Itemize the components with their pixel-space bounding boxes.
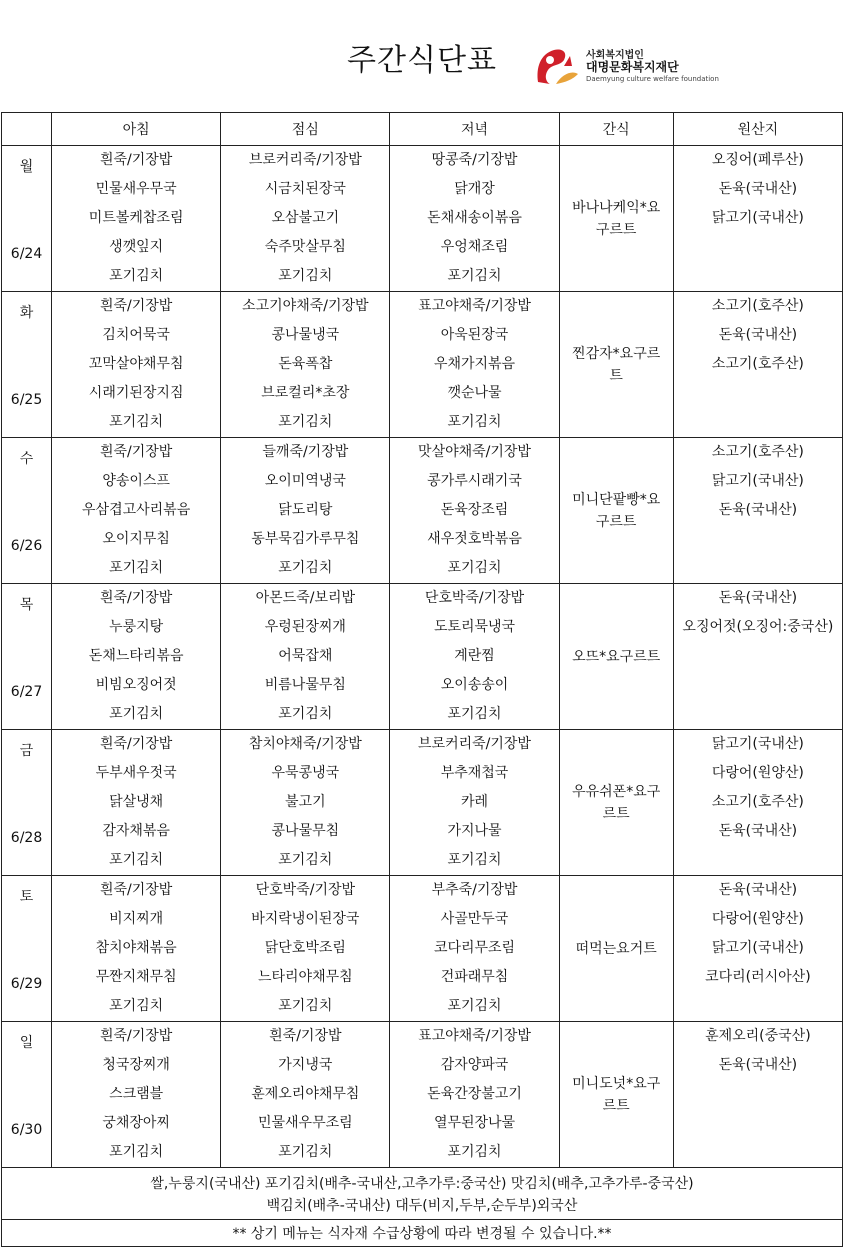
day-label xyxy=(2,146,51,291)
lunch-item: 동부묵김가루무침 xyxy=(251,531,360,547)
breakfast-item: 흰죽/기장밥 xyxy=(99,736,173,752)
lunch-item: 소고기야채죽/기장밥 xyxy=(242,298,369,314)
breakfast-item: 무짠지채무침 xyxy=(95,969,177,985)
breakfast-item: 참치야채볶음 xyxy=(95,940,177,956)
lunch-item: 아몬드죽/보리밥 xyxy=(255,590,356,606)
breakfast-item: 두부새우젓국 xyxy=(95,765,177,781)
origin-item: 돈육(국내산) xyxy=(718,590,798,606)
day-name: 토 xyxy=(19,889,34,905)
snack-item: 미니도넛*요구르트 xyxy=(572,1075,661,1114)
origin-item: 다랑어(원양산) xyxy=(711,765,804,781)
breakfast-item: 김치어묵국 xyxy=(102,327,170,343)
day-row xyxy=(2,146,843,292)
breakfast-item: 꼬막살야채무침 xyxy=(88,356,184,372)
breakfast-cell xyxy=(52,146,221,292)
footer-origin-note xyxy=(2,1168,843,1220)
day-name: 금 xyxy=(19,743,34,759)
column-header-origin: 원산지 xyxy=(673,113,842,146)
breakfast-item: 감자채볶음 xyxy=(102,823,170,839)
breakfast-cell xyxy=(52,438,221,584)
origin-item: 돈육(국내산) xyxy=(718,181,798,197)
lunch-item: 우묵콩냉국 xyxy=(271,765,340,781)
day-label xyxy=(2,292,51,437)
footer-origin-line-2: 백김치(배추-국내산) 대두(비지,두부,순두부)외국산 xyxy=(266,1197,578,1214)
dinner-item: 우채가지볶음 xyxy=(433,356,516,372)
lunch-cell xyxy=(221,876,390,1022)
dinner-item: 포기김치 xyxy=(447,414,502,430)
lunch-item: 브로커리죽/기장밥 xyxy=(248,152,362,168)
day-date: 6/24 xyxy=(10,246,43,262)
breakfast-cell xyxy=(52,730,221,876)
origin-cell xyxy=(673,876,842,1022)
day-row xyxy=(2,1022,843,1168)
header-row xyxy=(2,113,843,146)
menu-body xyxy=(2,146,843,1168)
dinner-item: 가지나물 xyxy=(447,823,502,839)
dinner-item: 오이송송이 xyxy=(440,677,509,693)
breakfast-item: 포기김치 xyxy=(109,268,164,284)
foundation-logo-icon xyxy=(534,44,582,88)
lunch-item: 어묵잡채 xyxy=(278,648,333,664)
dinner-item: 아욱된장국 xyxy=(440,327,509,343)
lunch-item: 포기김치 xyxy=(278,998,333,1014)
breakfast-item: 흰죽/기장밥 xyxy=(99,444,173,460)
lunch-item: 단호박죽/기장밥 xyxy=(255,882,356,898)
origin-item: 소고기(호주산) xyxy=(711,794,804,810)
day-row xyxy=(2,292,843,438)
day-label xyxy=(2,1022,51,1167)
day-label xyxy=(2,584,51,729)
lunch-item: 흰죽/기장밥 xyxy=(269,1028,342,1044)
dinner-item: 돈채새송이볶음 xyxy=(427,210,522,226)
day-label xyxy=(2,876,51,1021)
dinner-cell xyxy=(390,584,559,730)
lunch-item: 가지냉국 xyxy=(278,1057,333,1073)
day-date: 6/28 xyxy=(10,830,43,846)
snack-cell xyxy=(559,146,673,292)
breakfast-item: 포기김치 xyxy=(109,1144,164,1160)
dinner-item: 부추죽/기장밥 xyxy=(431,882,518,898)
lunch-item: 브로컬리*초장 xyxy=(261,385,350,401)
lunch-cell xyxy=(221,1022,390,1168)
dinner-item: 콩가루시래기국 xyxy=(427,473,522,489)
dinner-cell xyxy=(390,730,559,876)
breakfast-item: 생깻잎지 xyxy=(109,239,164,255)
footer-notice: ** 상기 메뉴는 식자재 수급상황에 따라 변경될 수 있습니다.** xyxy=(2,1220,843,1247)
origin-item: 오징어젓(오징어:중국산) xyxy=(682,619,834,635)
lunch-item: 오이미역냉국 xyxy=(264,473,346,489)
lunch-item: 콩나물냉국 xyxy=(271,327,340,343)
lunch-item: 오삼불고기 xyxy=(271,210,340,226)
origin-item: 닭고기(국내산) xyxy=(711,736,804,752)
foundation-logo xyxy=(534,44,719,88)
day-name: 화 xyxy=(19,305,34,321)
origin-item: 소고기(호주산) xyxy=(711,298,804,314)
day-cell xyxy=(2,292,52,438)
origin-cell xyxy=(673,1022,842,1168)
breakfast-item: 청국장찌개 xyxy=(102,1057,170,1073)
dinner-cell xyxy=(390,876,559,1022)
breakfast-item: 궁채장아찌 xyxy=(102,1115,170,1131)
breakfast-cell xyxy=(52,1022,221,1168)
snack-cell xyxy=(559,876,673,1022)
dinner-item: 브로커리죽/기장밥 xyxy=(418,736,531,752)
lunch-item: 콩나물무침 xyxy=(271,823,340,839)
lunch-item: 닭도리탕 xyxy=(278,502,333,518)
breakfast-cell xyxy=(52,292,221,438)
origin-item: 돈육(국내산) xyxy=(718,823,798,839)
breakfast-item: 흰죽/기장밥 xyxy=(99,1028,173,1044)
day-cell xyxy=(2,730,52,876)
lunch-cell xyxy=(221,584,390,730)
snack-cell xyxy=(559,1022,673,1168)
column-header-dinner: 저녁 xyxy=(390,113,559,146)
dinner-item: 돈육장조림 xyxy=(440,502,509,518)
logo-org-name: 대명문화복지재단 xyxy=(586,60,679,74)
origin-item: 다랑어(원양산) xyxy=(711,911,804,927)
lunch-item: 느타리야채무침 xyxy=(257,969,353,985)
column-header-day xyxy=(2,113,52,146)
dinner-item: 포기김치 xyxy=(447,852,502,868)
breakfast-item: 흰죽/기장밥 xyxy=(99,882,173,898)
dinner-item: 포기김치 xyxy=(447,706,502,722)
day-name: 월 xyxy=(19,159,34,175)
dinner-item: 포기김치 xyxy=(447,268,502,284)
lunch-item: 바지락냉이된장국 xyxy=(251,911,360,927)
breakfast-item: 흰죽/기장밥 xyxy=(99,152,173,168)
day-date: 6/26 xyxy=(10,538,43,554)
day-date: 6/25 xyxy=(10,392,43,408)
dinner-item: 땅콩죽/기장밥 xyxy=(431,152,518,168)
dinner-item: 열무된장나물 xyxy=(433,1115,516,1131)
dinner-item: 깻순나물 xyxy=(447,385,502,401)
dinner-cell xyxy=(390,1022,559,1168)
origin-cell xyxy=(673,730,842,876)
column-header-lunch: 점심 xyxy=(221,113,390,146)
breakfast-item: 닭살냉채 xyxy=(109,794,164,810)
breakfast-item: 포기김치 xyxy=(109,998,164,1014)
footer-notice-row xyxy=(2,1220,843,1247)
lunch-item: 숙주맛살무침 xyxy=(264,239,346,255)
dinner-cell xyxy=(390,292,559,438)
day-cell xyxy=(2,1022,52,1168)
column-header-breakfast: 아침 xyxy=(52,113,221,146)
breakfast-item: 스크램블 xyxy=(109,1086,164,1102)
breakfast-item: 포기김치 xyxy=(109,560,164,576)
snack-cell xyxy=(559,730,673,876)
lunch-item: 포기김치 xyxy=(278,414,333,430)
dinner-item: 표고야채죽/기장밥 xyxy=(418,1028,531,1044)
dinner-item: 건파래무침 xyxy=(440,969,509,985)
dinner-item: 계란찜 xyxy=(454,648,495,664)
lunch-item: 돈육폭찹 xyxy=(278,356,333,372)
dinner-item: 닭개장 xyxy=(454,181,495,197)
breakfast-item: 흰죽/기장밥 xyxy=(99,590,173,606)
breakfast-item: 우삼겹고사리볶음 xyxy=(82,502,191,518)
day-name: 목 xyxy=(19,597,34,613)
dinner-item: 새우젓호박볶음 xyxy=(427,531,522,547)
breakfast-item: 포기김치 xyxy=(109,852,164,868)
lunch-item: 포기김치 xyxy=(278,560,333,576)
footer-origin-line-1: 쌀,누룽지(국내산) 포기김치(배추-국내산,고추가루:중국산) 맛김치(배추,고추가루-중국산) xyxy=(150,1175,694,1192)
origin-item: 돈육(국내산) xyxy=(718,882,798,898)
lunch-cell xyxy=(221,292,390,438)
dinner-item: 표고야채죽/기장밥 xyxy=(418,298,531,314)
origin-cell xyxy=(673,584,842,730)
origin-cell xyxy=(673,438,842,584)
lunch-item: 참치야채죽/기장밥 xyxy=(248,736,362,752)
column-header-snack: 간식 xyxy=(559,113,673,146)
breakfast-item: 양송이스프 xyxy=(102,473,170,489)
dinner-item: 포기김치 xyxy=(447,560,502,576)
dinner-item: 포기김치 xyxy=(447,1144,502,1160)
logo-org-type: 사회복지법인 xyxy=(586,50,644,61)
snack-item: 떠먹는요거트 xyxy=(575,940,657,957)
lunch-item: 포기김치 xyxy=(278,852,333,868)
dinner-cell xyxy=(390,146,559,292)
day-row xyxy=(2,584,843,730)
dinner-item: 부추재첩국 xyxy=(440,765,509,781)
origin-item: 소고기(호주산) xyxy=(711,444,804,460)
snack-cell xyxy=(559,292,673,438)
lunch-item: 민물새우무조림 xyxy=(257,1115,353,1131)
lunch-item: 닭단호박조림 xyxy=(264,940,346,956)
dinner-item: 우엉채조림 xyxy=(440,239,509,255)
breakfast-cell xyxy=(52,876,221,1022)
origin-item: 닭고기(국내산) xyxy=(711,210,804,226)
dinner-item: 코다리무조림 xyxy=(433,940,516,956)
snack-item: 바나나케익*요구르트 xyxy=(572,199,661,238)
dinner-item: 단호박죽/기장밥 xyxy=(424,590,525,606)
day-row xyxy=(2,876,843,1022)
breakfast-item: 미트볼케찹조림 xyxy=(88,210,184,226)
day-label xyxy=(2,438,51,583)
dinner-item: 카레 xyxy=(460,794,489,810)
breakfast-item: 민물새우무국 xyxy=(95,181,177,197)
lunch-item: 포기김치 xyxy=(278,268,333,284)
day-cell xyxy=(2,146,52,292)
lunch-item: 우렁된장찌개 xyxy=(264,619,346,635)
origin-item: 돈육(국내산) xyxy=(718,502,798,518)
day-label xyxy=(2,730,51,875)
lunch-cell xyxy=(221,730,390,876)
dinner-item: 사골만두국 xyxy=(440,911,509,927)
lunch-item: 훈제오리야채무침 xyxy=(251,1086,360,1102)
dinner-item: 포기김치 xyxy=(447,998,502,1014)
breakfast-item: 돈채느타리볶음 xyxy=(88,648,184,664)
weekly-menu-table xyxy=(1,112,843,1247)
page-title: 주간식단표 xyxy=(347,43,497,78)
day-row xyxy=(2,438,843,584)
header xyxy=(0,0,844,112)
breakfast-item: 오이지무침 xyxy=(102,531,170,547)
lunch-item: 비름나물무침 xyxy=(264,677,346,693)
origin-item: 오징어(페루산) xyxy=(711,152,804,168)
day-date: 6/30 xyxy=(10,1122,43,1138)
dinner-item: 돈육간장불고기 xyxy=(427,1086,522,1102)
origin-item: 돈육(국내산) xyxy=(718,1057,798,1073)
lunch-item: 시금치된장국 xyxy=(264,181,346,197)
snack-cell xyxy=(559,584,673,730)
lunch-cell xyxy=(221,146,390,292)
lunch-item: 포기김치 xyxy=(278,706,333,722)
day-cell xyxy=(2,876,52,1022)
breakfast-cell xyxy=(52,584,221,730)
snack-cell xyxy=(559,438,673,584)
lunch-item: 불고기 xyxy=(285,794,326,810)
breakfast-item: 누룽지탕 xyxy=(109,619,164,635)
snack-item: 찐감자*요구르트 xyxy=(572,345,661,384)
day-name: 수 xyxy=(19,451,34,467)
breakfast-item: 포기김치 xyxy=(109,414,164,430)
breakfast-item: 흰죽/기장밥 xyxy=(99,298,173,314)
day-date: 6/29 xyxy=(10,976,43,992)
lunch-item: 포기김치 xyxy=(278,1144,333,1160)
origin-item: 훈제오리(중국산) xyxy=(705,1028,811,1044)
snack-item: 우유쉬폰*요구르트 xyxy=(572,783,661,822)
dinner-item: 맛살야채죽/기장밥 xyxy=(418,444,531,460)
dinner-item: 감자양파국 xyxy=(440,1057,509,1073)
origin-cell xyxy=(673,146,842,292)
day-date: 6/27 xyxy=(10,684,43,700)
snack-item: 오뜨*요구르트 xyxy=(572,648,661,665)
lunch-cell xyxy=(221,438,390,584)
origin-cell xyxy=(673,292,842,438)
lunch-item: 들깨죽/기장밥 xyxy=(262,444,349,460)
day-cell xyxy=(2,438,52,584)
origin-item: 닭고기(국내산) xyxy=(711,473,804,489)
breakfast-item: 시래기된장지짐 xyxy=(88,385,184,401)
dinner-cell xyxy=(390,438,559,584)
day-name: 일 xyxy=(19,1035,34,1051)
origin-item: 돈육(국내산) xyxy=(718,327,798,343)
day-row xyxy=(2,730,843,876)
footer-origin-row xyxy=(2,1168,843,1220)
day-cell xyxy=(2,584,52,730)
origin-item: 코다리(러시아산) xyxy=(705,969,811,985)
dinner-item: 도토리묵냉국 xyxy=(433,619,516,635)
origin-item: 소고기(호주산) xyxy=(711,356,804,372)
origin-item: 닭고기(국내산) xyxy=(711,940,804,956)
breakfast-item: 비빔오징어젓 xyxy=(95,677,177,693)
breakfast-item: 비지찌개 xyxy=(109,911,164,927)
breakfast-item: 포기김치 xyxy=(109,706,164,722)
logo-org-english: Daemyung culture welfare foundation xyxy=(586,75,719,83)
snack-item: 미니단팥빵*요구르트 xyxy=(572,491,661,530)
